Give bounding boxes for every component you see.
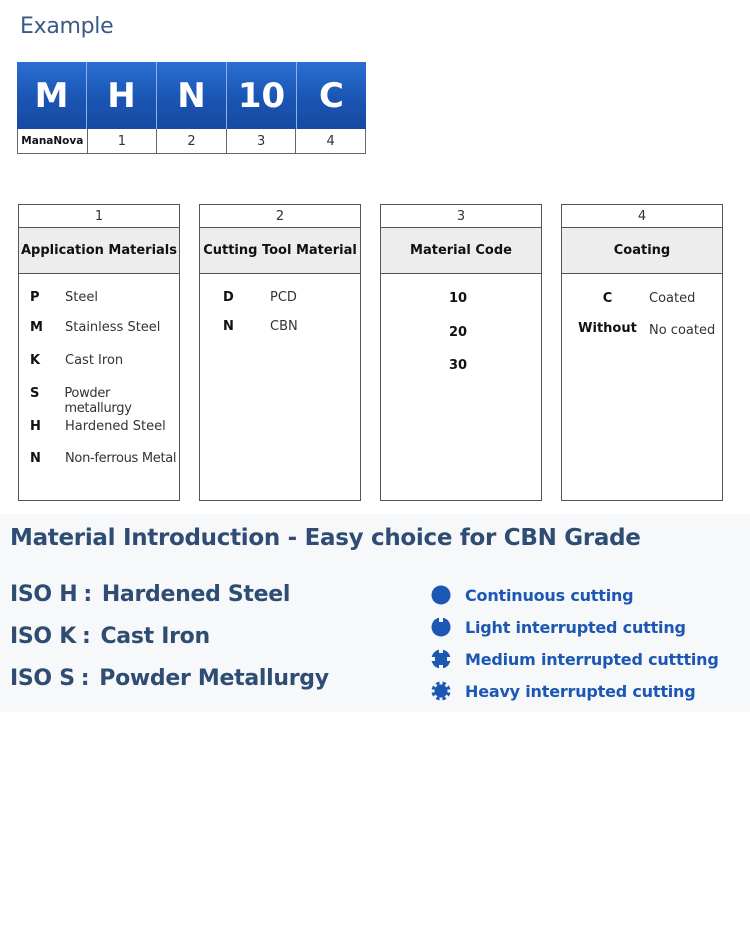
- list-item: [19, 419, 179, 434]
- row-value: No coated: [649, 323, 716, 338]
- row-value: PCD: [270, 290, 297, 305]
- iso-colon: :: [83, 582, 92, 607]
- example-title: Example: [20, 14, 114, 39]
- list-item: [562, 291, 722, 306]
- row-key: H: [30, 419, 41, 434]
- row-value: CBN: [270, 319, 298, 334]
- iso-code: ISO S: [10, 666, 75, 691]
- row-key: Without: [578, 321, 637, 336]
- row-key: D: [223, 290, 234, 305]
- list-item: [19, 290, 179, 305]
- iso-colon: :: [80, 666, 90, 691]
- legend-medium: [430, 648, 719, 670]
- box-number: 2: [200, 205, 360, 228]
- legend-light: [430, 616, 686, 638]
- four-notch-circle-icon: [430, 648, 452, 670]
- code-number-4: 4: [326, 133, 335, 149]
- legend-label: Continuous cutting: [465, 585, 634, 605]
- list-item: [200, 290, 360, 305]
- list-item: [200, 319, 360, 334]
- row-value: Non-ferrous Metal: [65, 451, 177, 466]
- iso-colon: :: [81, 624, 91, 649]
- iso-s-line: [10, 666, 329, 691]
- row-key: N: [223, 319, 234, 334]
- row-value: Stainless Steel: [65, 320, 161, 335]
- legend-continuous: [430, 584, 633, 606]
- gear-notch-circle-icon: [430, 680, 452, 702]
- row-value: Hardened Steel: [65, 419, 166, 434]
- row-key: S: [30, 386, 40, 401]
- list-item: [19, 451, 179, 466]
- iso-code: ISO K: [10, 624, 76, 649]
- row-value: Steel: [65, 290, 98, 305]
- row-key: 10: [448, 291, 468, 306]
- material-code-box: [380, 204, 542, 501]
- iso-code: ISO H: [10, 582, 78, 607]
- legend-label: Medium interrupted cuttting: [465, 649, 719, 669]
- code-letter-3: N: [157, 62, 227, 129]
- solid-circle-icon: [430, 584, 452, 606]
- iso-name: Cast Iron: [100, 624, 210, 649]
- box-header: Material Code: [381, 228, 541, 274]
- row-value: Powder metallurgy: [64, 386, 132, 416]
- notched-circle-icon: [430, 616, 452, 638]
- box-header: Application Materials: [19, 228, 179, 274]
- code-number-3: 3: [227, 129, 297, 153]
- row-key: 30: [448, 358, 468, 373]
- box-number: 3: [381, 205, 541, 228]
- application-materials-box: [18, 204, 180, 501]
- iso-name: Powder Metallurgy: [99, 666, 329, 691]
- list-item: [381, 325, 541, 340]
- iso-k-line: [10, 624, 210, 649]
- list-item: [19, 353, 179, 368]
- legend-label: Light interrupted cutting: [465, 617, 686, 637]
- iso-h-line: [10, 582, 290, 607]
- row-value: Cast Iron: [65, 353, 124, 368]
- box-header: Coating: [562, 228, 722, 274]
- code-letter-4: 10: [227, 62, 297, 129]
- row-key: 20: [448, 325, 468, 340]
- material-intro-title: Material Introduction - Easy choice for CBN Grade: [10, 525, 641, 551]
- list-item: [381, 358, 541, 373]
- list-item: [19, 386, 179, 416]
- box-number: 4: [562, 205, 722, 228]
- list-item: [19, 320, 179, 335]
- code-letter-1: M: [17, 62, 87, 129]
- box-header: Cutting Tool Material: [200, 228, 360, 274]
- row-key: P: [30, 290, 40, 305]
- legend-heavy: [430, 680, 696, 702]
- row-key: K: [30, 353, 41, 368]
- code-letter-row: [17, 62, 366, 129]
- code-number-row: [17, 129, 366, 154]
- code-letter-5: C: [319, 75, 344, 116]
- list-item: [381, 291, 541, 306]
- row-key: M: [30, 320, 43, 335]
- legend-label: Heavy interrupted cutting: [465, 681, 696, 701]
- iso-name: Hardened Steel: [101, 582, 291, 607]
- row-value: Coated: [649, 291, 696, 306]
- box-number: 1: [19, 205, 179, 228]
- row-key: C: [602, 291, 613, 306]
- row-key: N: [30, 451, 41, 466]
- code-number-1: 1: [88, 129, 158, 153]
- brand-label: ManaNova: [18, 129, 88, 153]
- list-item: [562, 321, 722, 338]
- coating-box: [561, 204, 723, 501]
- code-letter-2: H: [87, 62, 157, 129]
- product-code-strip: [17, 62, 366, 154]
- cutting-tool-material-box: [199, 204, 361, 501]
- code-number-2: 2: [157, 129, 227, 153]
